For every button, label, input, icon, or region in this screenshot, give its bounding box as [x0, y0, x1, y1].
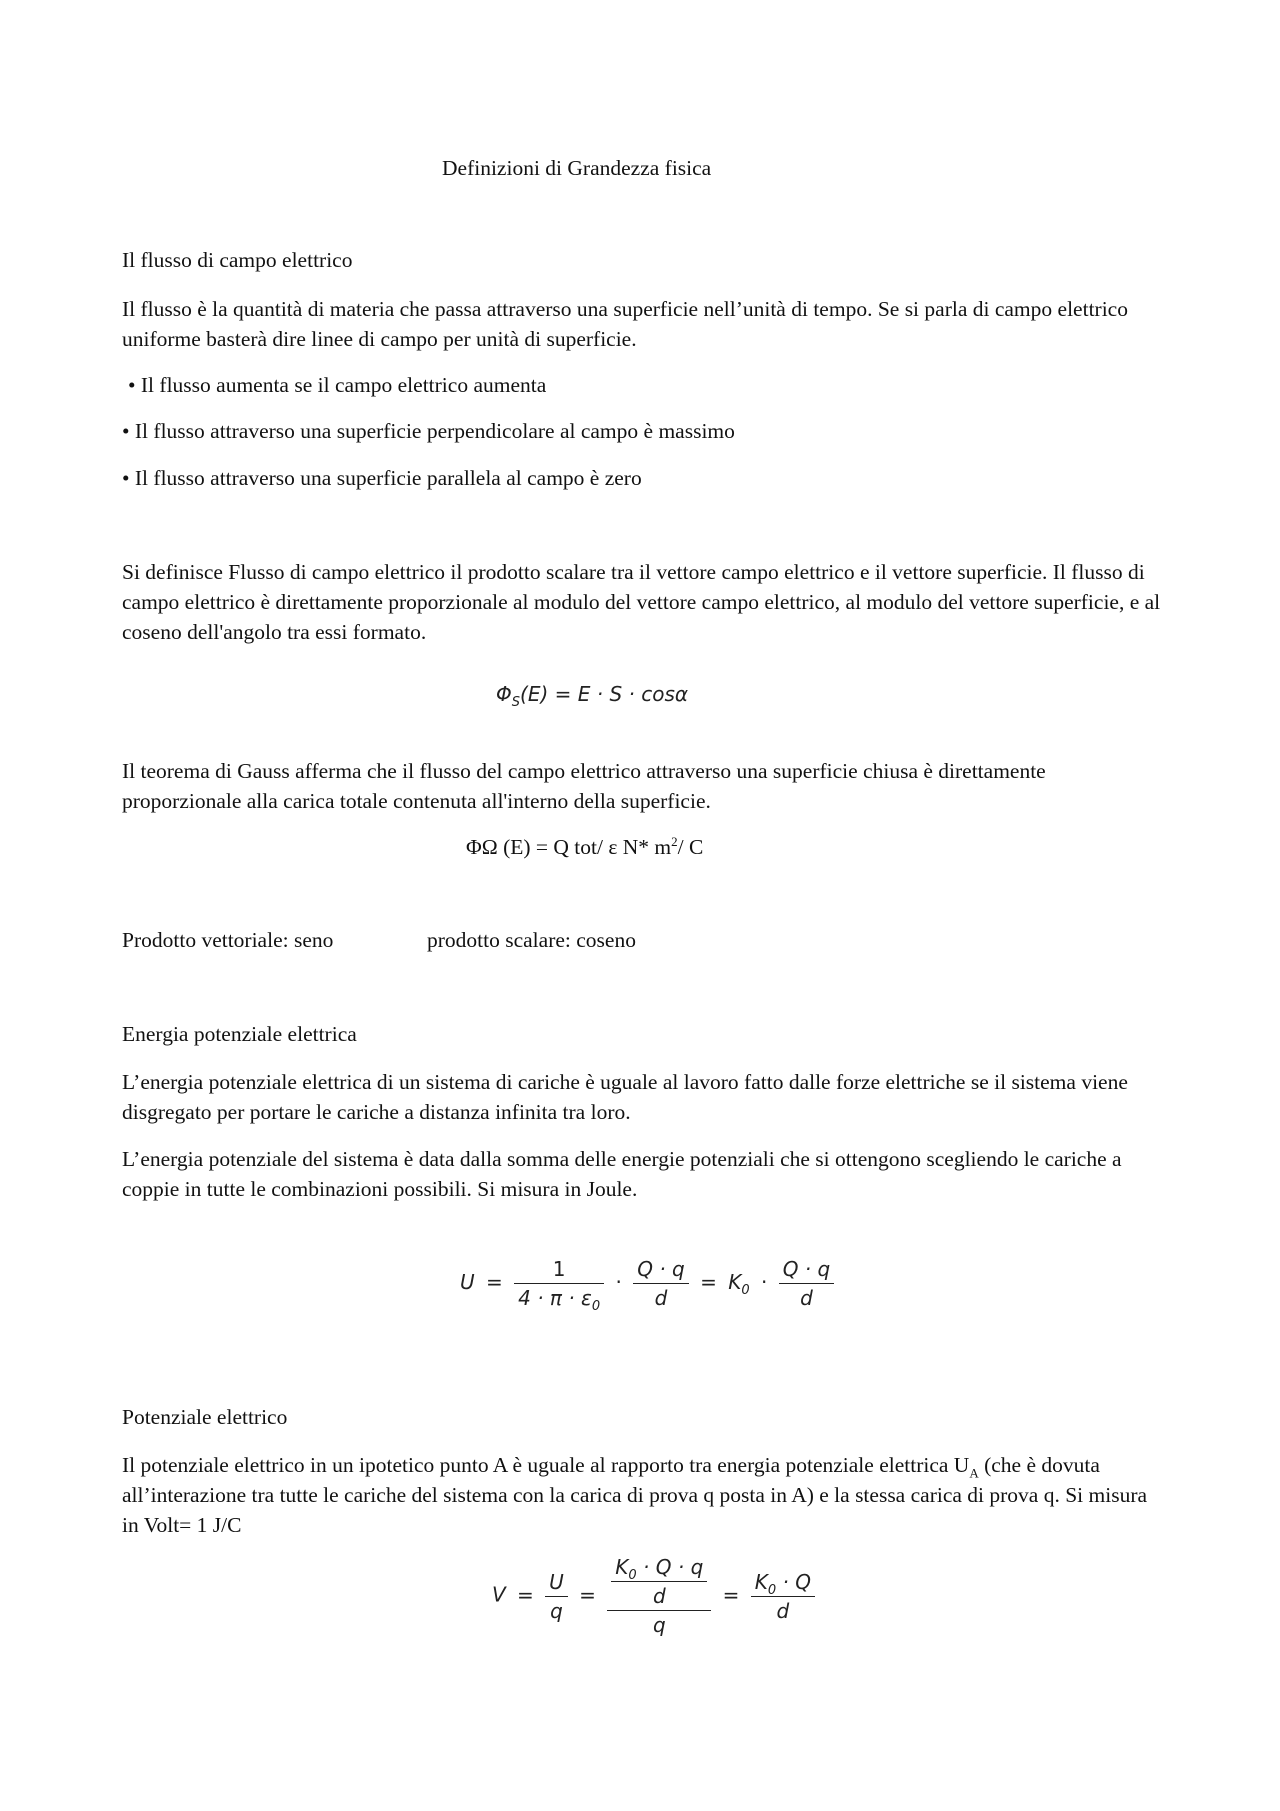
- fraction-numerator: Q · q: [779, 1255, 835, 1284]
- flusso-paragraph-2: Si definisce Flusso di campo elettrico il prodotto scalare tra il vettore campo elettrico e il vettore superficie. Il flusso di campo elettrico è direttamente proporzionale al modulo del vettore campo elettrico, al modulo del vettore superficie, e al coseno dell'angolo tra essi formato.: [122, 560, 1161, 644]
- potenziale-paragraph: [122, 1450, 1167, 1540]
- potenziale-sub-a: A: [969, 1465, 979, 1481]
- potenziale-text-b: (che è dovuta all’interazione tra tutte le cariche del sistema con la carica di prova q posta in A) e la stessa carica di prova q. Si misura in Volt= 1 J/C: [122, 1453, 1148, 1537]
- formula-v: V: [492, 1582, 506, 1607]
- flusso-paragraph-1: Il flusso è la quantità di materia che passa attraverso una superficie nell’unità di tempo. Se si parla di campo elettrico uniforme basterà dire linee di campo per unità di superficie.: [122, 297, 1128, 351]
- inner-fraction: [611, 1553, 707, 1610]
- vector-product-note: Prodotto vettoriale: seno: [122, 928, 334, 952]
- gauss-formula-end: / C: [677, 835, 704, 859]
- denominator-sub: 0: [591, 1299, 601, 1314]
- kq-rest: · Q: [776, 1569, 812, 1594]
- formula-phi: Φ: [496, 682, 512, 706]
- fraction-denominator: q: [652, 1613, 666, 1637]
- formula-equals: =: [579, 1582, 596, 1607]
- fraction-u-over-q: [545, 1568, 568, 1625]
- formula-rest: (E) = E · S · cosα: [520, 682, 689, 706]
- scalar-product-note: prodotto scalare: coseno: [427, 928, 636, 952]
- section-heading-energia: Energia potenziale elettrica: [122, 1022, 357, 1046]
- formula-equals: =: [722, 1582, 740, 1607]
- gauss-paragraph: Il teorema di Gauss afferma che il flusso del campo elettrico attraverso una superficie chiusa è direttamente proporzionale alla carica totale contenuta all'interno della superficie.: [122, 759, 1046, 813]
- gauss-formula-main: ΦΩ (E) = Q tot/ ε N* m: [466, 835, 672, 859]
- formula-equals: =: [700, 1270, 717, 1294]
- bullet-item: • Il flusso attraverso una superficie parallela al campo è zero: [122, 466, 642, 490]
- formula-equals: =: [486, 1270, 503, 1294]
- energia-paragraph-1: L’energia potenziale elettrica di un sistema di cariche è uguale al lavoro fatto dalle forze elettriche se il sistema viene disgregato per portare le cariche a distanza infinita tra loro.: [122, 1070, 1128, 1124]
- k-letter: K: [754, 1569, 768, 1594]
- formula-dot: ·: [615, 1270, 622, 1294]
- inner-denominator: d: [652, 1584, 666, 1608]
- gauss-formula: [466, 832, 703, 862]
- bullet-item: • Il flusso aumenta se il campo elettrico aumenta: [128, 373, 547, 397]
- inner-k: K: [615, 1555, 629, 1579]
- section-heading-potenziale: Potenziale elettrico: [122, 1405, 288, 1429]
- formula-dot: ·: [760, 1270, 768, 1294]
- fraction-numerator: [607, 1553, 711, 1611]
- fraction-denominator: d: [800, 1286, 813, 1310]
- formula-sub-s: S: [511, 695, 521, 710]
- formula-equals: =: [517, 1582, 534, 1607]
- fraction-numerator: [751, 1568, 815, 1597]
- fraction-denominator: d: [654, 1286, 668, 1310]
- fraction-denominator: d: [776, 1598, 790, 1623]
- fraction-numerator: 1: [514, 1255, 604, 1284]
- section-heading-flusso: Il flusso di campo elettrico: [122, 248, 353, 272]
- fraction-charges: [633, 1255, 689, 1312]
- k-sub: 0: [767, 1582, 777, 1598]
- fraction-charges: [779, 1255, 835, 1312]
- fraction-denominator: [514, 1284, 604, 1312]
- fraction-coulomb-constant: [514, 1255, 604, 1312]
- gauss-formula-sup: 2: [671, 833, 678, 849]
- formula-u: U: [460, 1270, 475, 1294]
- page-title: Definizioni di Grandezza fisica: [442, 156, 712, 180]
- formula-k-sub: 0: [741, 1283, 750, 1298]
- inner-rest: · Q · q: [636, 1555, 704, 1579]
- denominator-text: 4 · π · ε: [518, 1286, 592, 1310]
- potential-formula: [492, 1553, 815, 1639]
- fraction-numerator: U: [545, 1568, 568, 1597]
- energia-paragraph-2: L’energia potenziale del sistema è data dalla somma delle energie potenziali che si ottengono scegliendo le cariche a coppie in tutte le combinazioni possibili. Si misura in Joule.: [122, 1147, 1122, 1201]
- fraction-numerator: Q · q: [633, 1255, 689, 1284]
- flux-formula: [496, 679, 688, 709]
- inner-k-sub: 0: [628, 1568, 637, 1583]
- bullet-item: • Il flusso attraverso una superficie perpendicolare al campo è massimo: [122, 419, 735, 443]
- inner-numerator: [611, 1553, 707, 1582]
- energy-formula: [460, 1255, 834, 1312]
- formula-k: K: [728, 1270, 742, 1294]
- potenziale-text-a: Il potenziale elettrico in un ipotetico punto A è uguale al rapporto tra energia potenziale elettrica U: [122, 1453, 970, 1477]
- fraction-denominator: q: [550, 1598, 563, 1623]
- fraction-compound: [607, 1553, 711, 1639]
- fraction-kq-over-d: [751, 1568, 815, 1625]
